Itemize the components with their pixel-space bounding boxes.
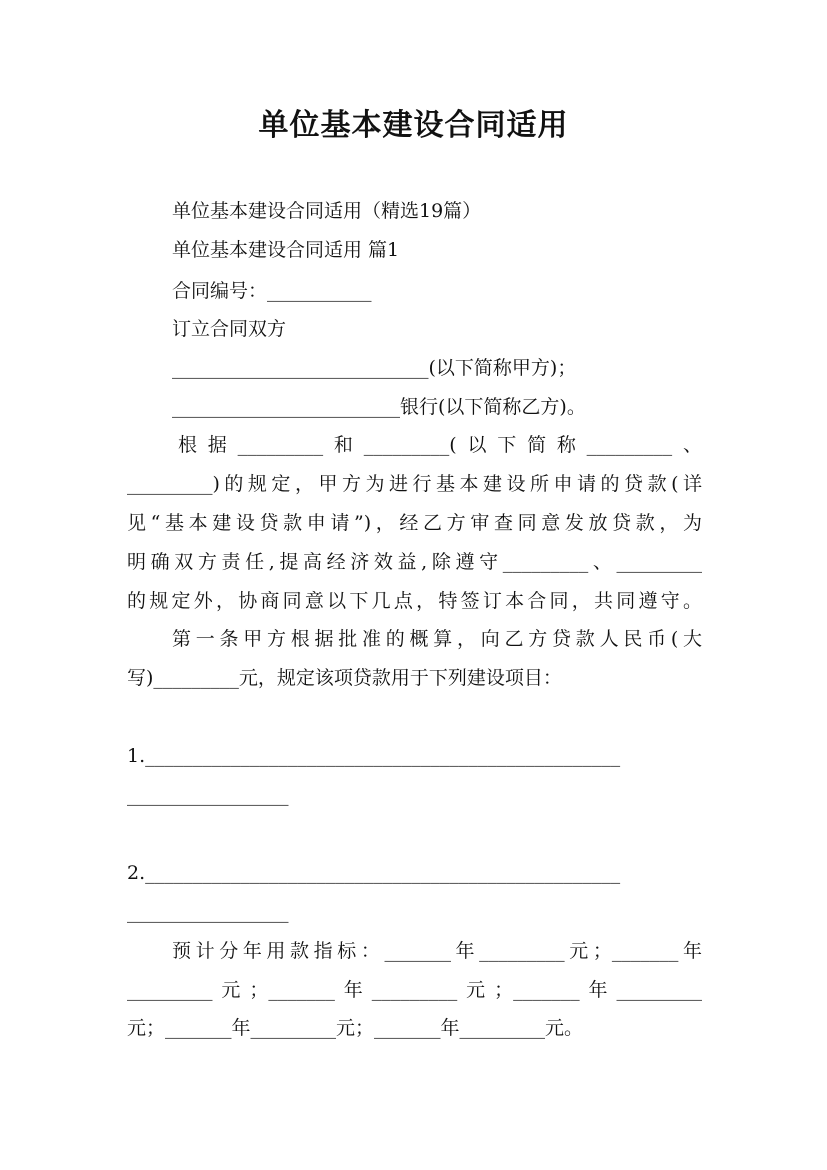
article-line: 写)_________元，规定该项贷款用于下列建设项目： (127, 667, 562, 689)
annual-usage-line: 元；_______年_________元；_______年_________元。 (127, 1017, 584, 1039)
contract-number-line: 合同编号：___________ (172, 280, 372, 302)
annual-usage-line: 预计分年用款指标：_______年_________元；_______年 (172, 940, 702, 962)
article-line: 第一条甲方根据批准的概算，向乙方贷款人民币(大 (172, 628, 702, 650)
paragraph-line: 明确双方责任,提高经济效益,除遵守_________、_________ (127, 551, 702, 573)
document-subtitle: 单位基本建设合同适用（精选19篇） (172, 200, 482, 222)
paragraph-line: 的规定外，协商同意以下几点，特签订本合同，共同遵守。 (127, 590, 702, 612)
annual-usage-line: _________元；_______年_________元；_______年_________ (127, 979, 702, 1001)
party-a-line: ___________________________(以下简称甲方)； (172, 357, 577, 379)
section-heading: 单位基本建设合同适用 篇1 (172, 239, 400, 261)
paragraph-line: 根据_________和_________(以下简称_________、 (178, 434, 702, 456)
paragraph-line: _________)的规定，甲方为进行基本建设所申请的贷款(详 (127, 473, 702, 495)
project-item-1-continuation: _________________ (127, 784, 289, 806)
parties-heading: 订立合同双方 (172, 318, 287, 340)
project-item-2-continuation: _________________ (127, 901, 289, 923)
document-title: 单位基本建设合同适用 (258, 108, 569, 143)
party-b-line: ________________________银行(以下简称乙方)。 (172, 396, 586, 418)
paragraph-line: 见“基本建设贷款申请”)，经乙方审查同意发放贷款，为 (127, 512, 702, 534)
project-item-2: 2.__________________________________________________ (127, 862, 621, 884)
project-item-1: 1.__________________________________________________ (127, 745, 621, 767)
